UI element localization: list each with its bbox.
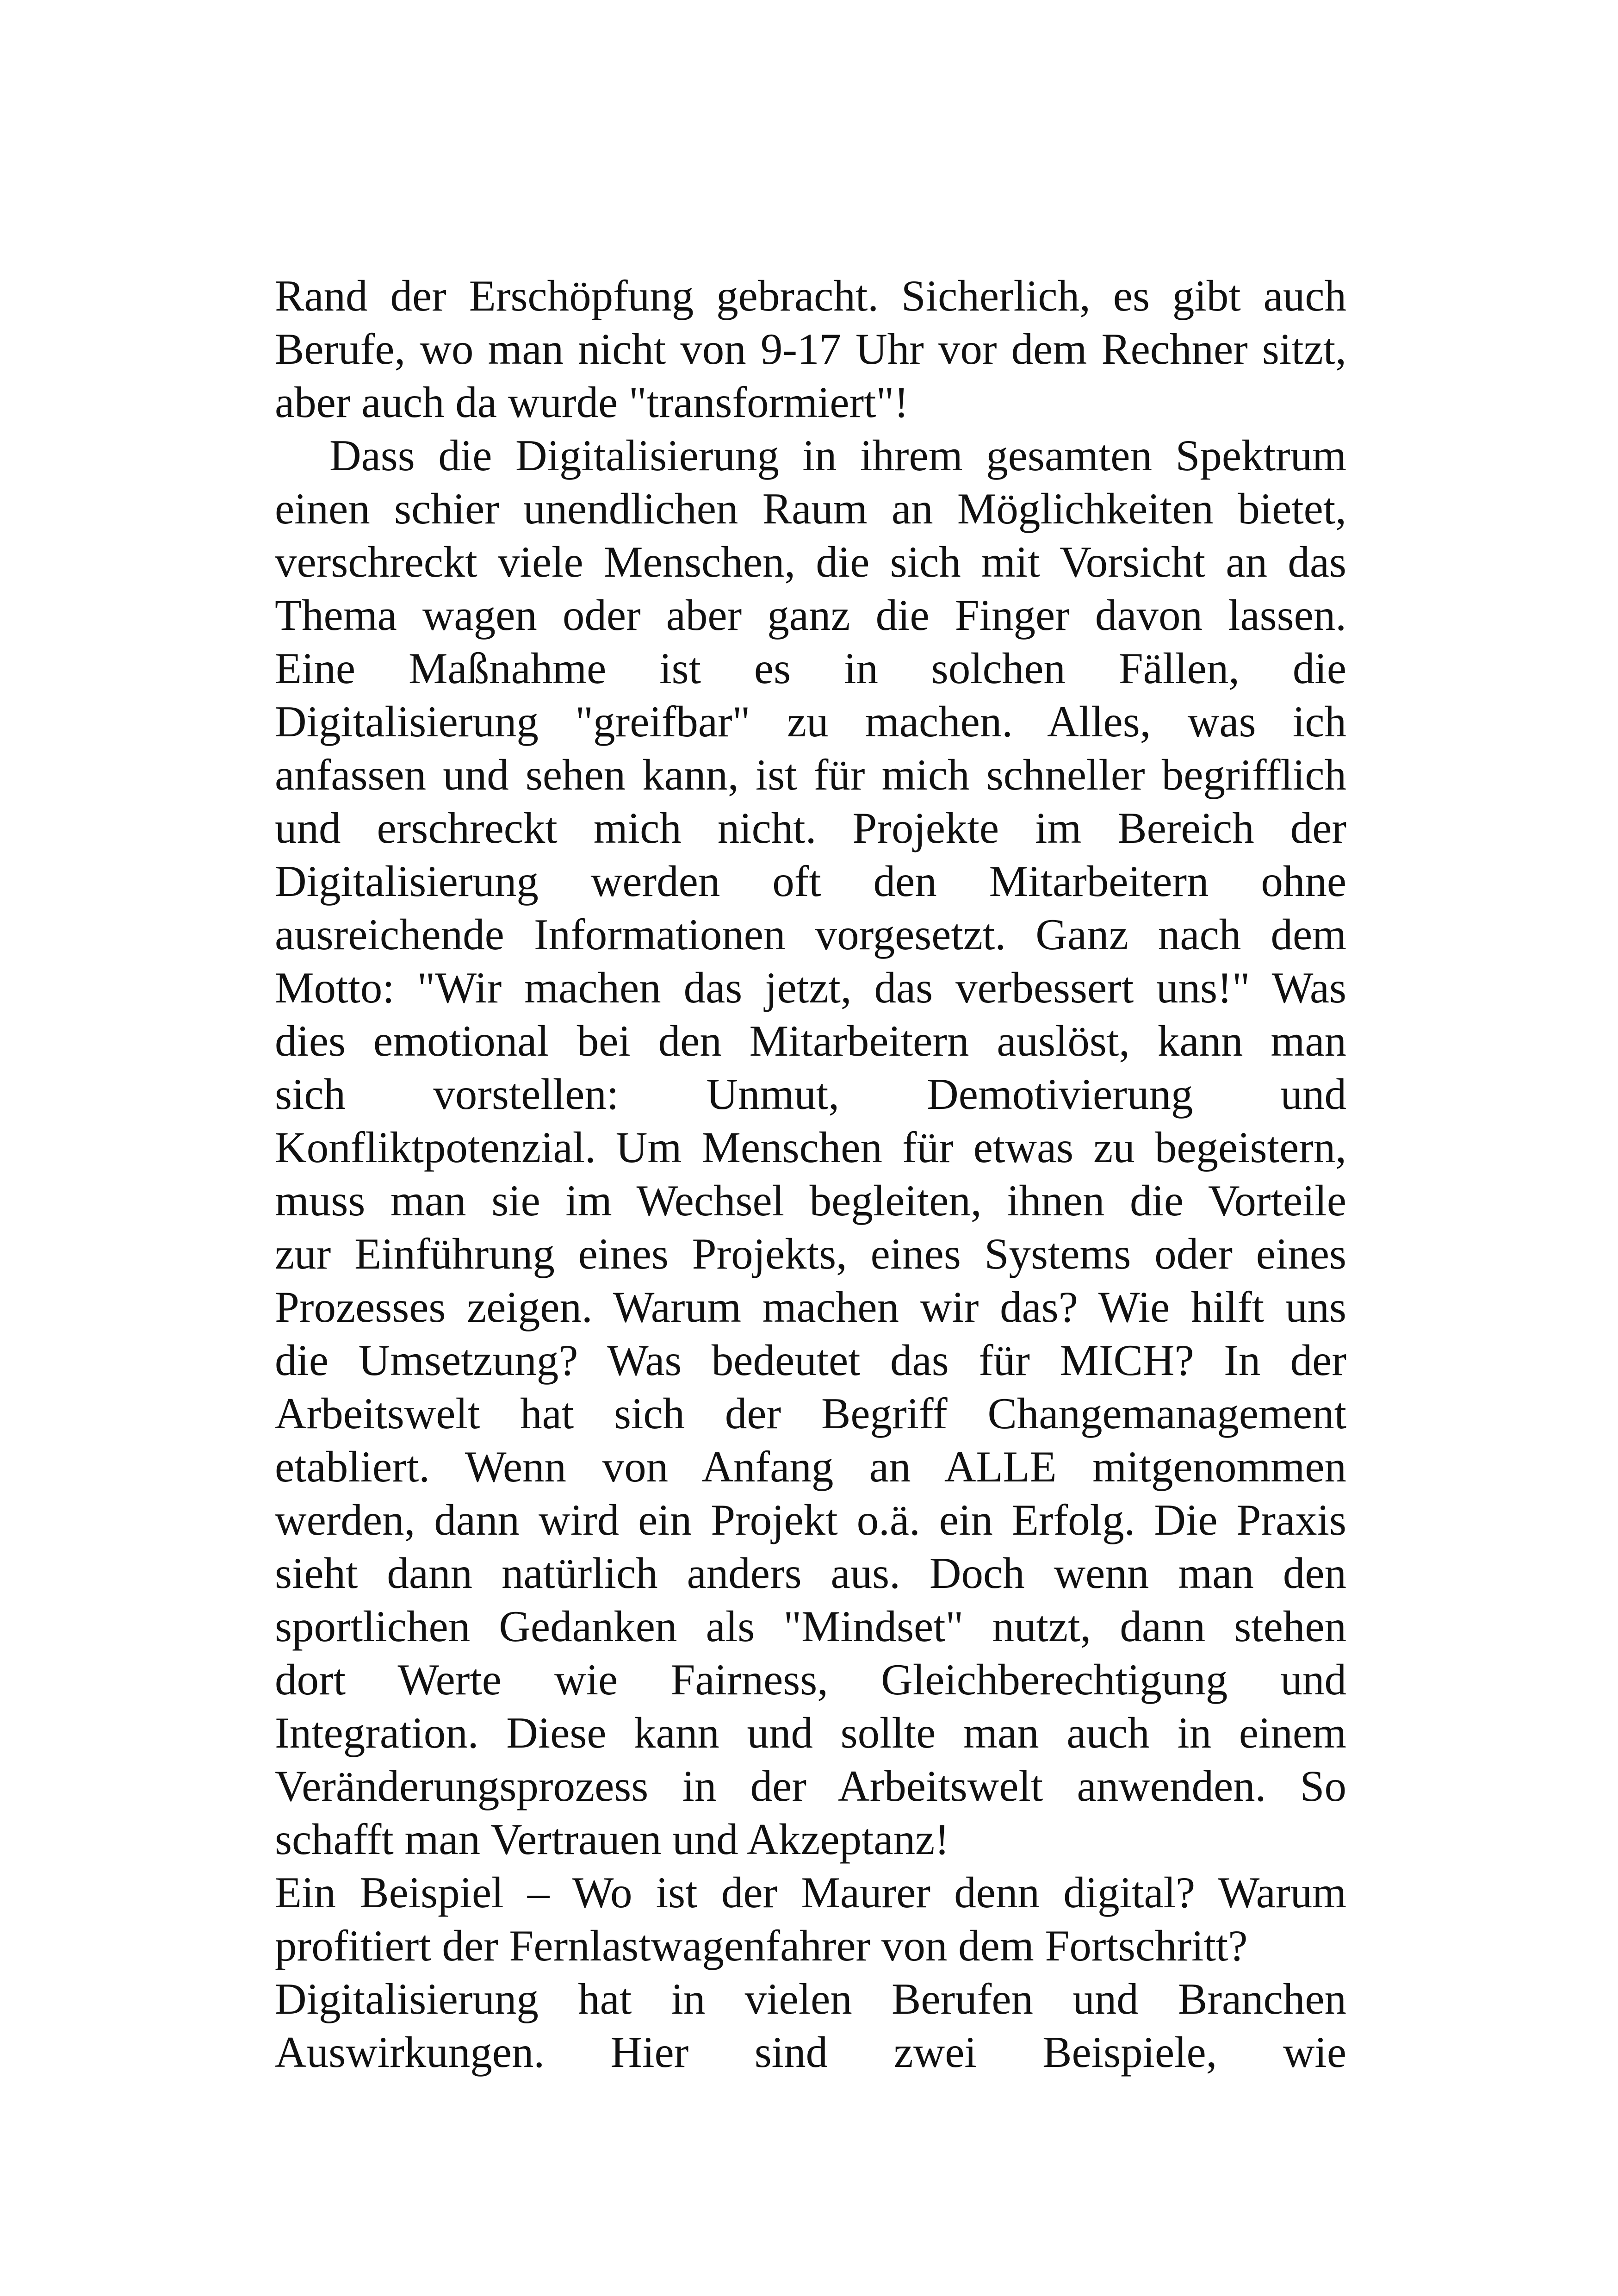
text-line: Digitalisierung werden oft den Mitarbeitern ohne: [275, 857, 1346, 906]
text-line: zur Einführung eines Projekts, eines Systems oder eines: [275, 1229, 1346, 1278]
text-line: Thema wagen oder aber ganz die Finger davon lassen.: [275, 591, 1346, 640]
text-line: Konfliktpotenzial. Um Menschen für etwas zu begeistern,: [275, 1123, 1346, 1172]
text-line: aber auch da wurde "transformiert"!: [275, 378, 909, 427]
text-line: muss man sie im Wechsel begleiten, ihnen die Vorteile: [275, 1176, 1346, 1225]
body-text: [275, 269, 1346, 2079]
text-line: sportlichen Gedanken als "Mindset" nutzt, dann stehen: [275, 1602, 1346, 1651]
text-line: Motto: "Wir machen das jetzt, das verbessert uns!" Was: [275, 963, 1346, 1012]
text-line: sich vorstellen: Unmut, Demotivierung und: [275, 1070, 1346, 1119]
text-line: Rand der Erschöpfung gebracht. Sicherlich, es gibt auch: [275, 271, 1346, 320]
text-line: werden, dann wird ein Projekt o.ä. ein Erfolg. Die Praxis: [275, 1495, 1346, 1544]
text-line: Integration. Diese kann und sollte man auch in einem: [275, 1708, 1346, 1757]
text-line: die Umsetzung? Was bedeutet das für MICH? In der: [275, 1336, 1346, 1385]
text-line: anfassen und sehen kann, ist für mich schneller begrifflich: [275, 750, 1346, 799]
text-line: sieht dann natürlich anders aus. Doch wenn man den: [275, 1549, 1346, 1598]
text-line: Arbeitswelt hat sich der Begriff Changemanagement: [275, 1389, 1346, 1438]
text-line: schafft man Vertrauen und Akzeptanz!: [275, 1815, 949, 1864]
text-line: etabliert. Wenn von Anfang an ALLE mitgenommen: [275, 1442, 1346, 1491]
text-line: Prozesses zeigen. Warum machen wir das? Wie hilft uns: [275, 1282, 1346, 1332]
text-line: ausreichende Informationen vorgesetzt. Ganz nach dem: [275, 910, 1346, 959]
text-line: Eine Maßnahme ist es in solchen Fällen, die: [275, 644, 1346, 693]
text-line: Auswirkungen. Hier sind zwei Beispiele, wie: [275, 2028, 1346, 2077]
text-line: dort Werte wie Fairness, Gleichberechtigung und: [275, 1655, 1346, 1704]
text-line: einen schier unendlichen Raum an Möglichkeiten bietet,: [275, 484, 1346, 533]
text-line: Digitalisierung "greifbar" zu machen. Alles, was ich: [275, 697, 1346, 746]
text-line: verschreckt viele Menschen, die sich mit Vorsicht an das: [275, 537, 1346, 586]
text-line: Veränderungsprozess in der Arbeitswelt anwenden. So: [275, 1761, 1346, 1811]
text-line: Digitalisierung hat in vielen Berufen und Branchen: [275, 1974, 1346, 2023]
text-line: profitiert der Fernlastwagenfahrer von dem Fortschritt?: [275, 1921, 1248, 1970]
text-line: Dass die Digitalisierung in ihrem gesamten Spektrum: [329, 431, 1346, 480]
text-line: Berufe, wo man nicht von 9-17 Uhr vor dem Rechner sitzt,: [275, 324, 1346, 373]
text-line: und erschreckt mich nicht. Projekte im Bereich der: [275, 803, 1346, 852]
text-line: dies emotional bei den Mitarbeitern auslöst, kann man: [275, 1016, 1346, 1065]
text-line: Ein Beispiel – Wo ist der Maurer denn digital? Warum: [275, 1868, 1346, 1917]
